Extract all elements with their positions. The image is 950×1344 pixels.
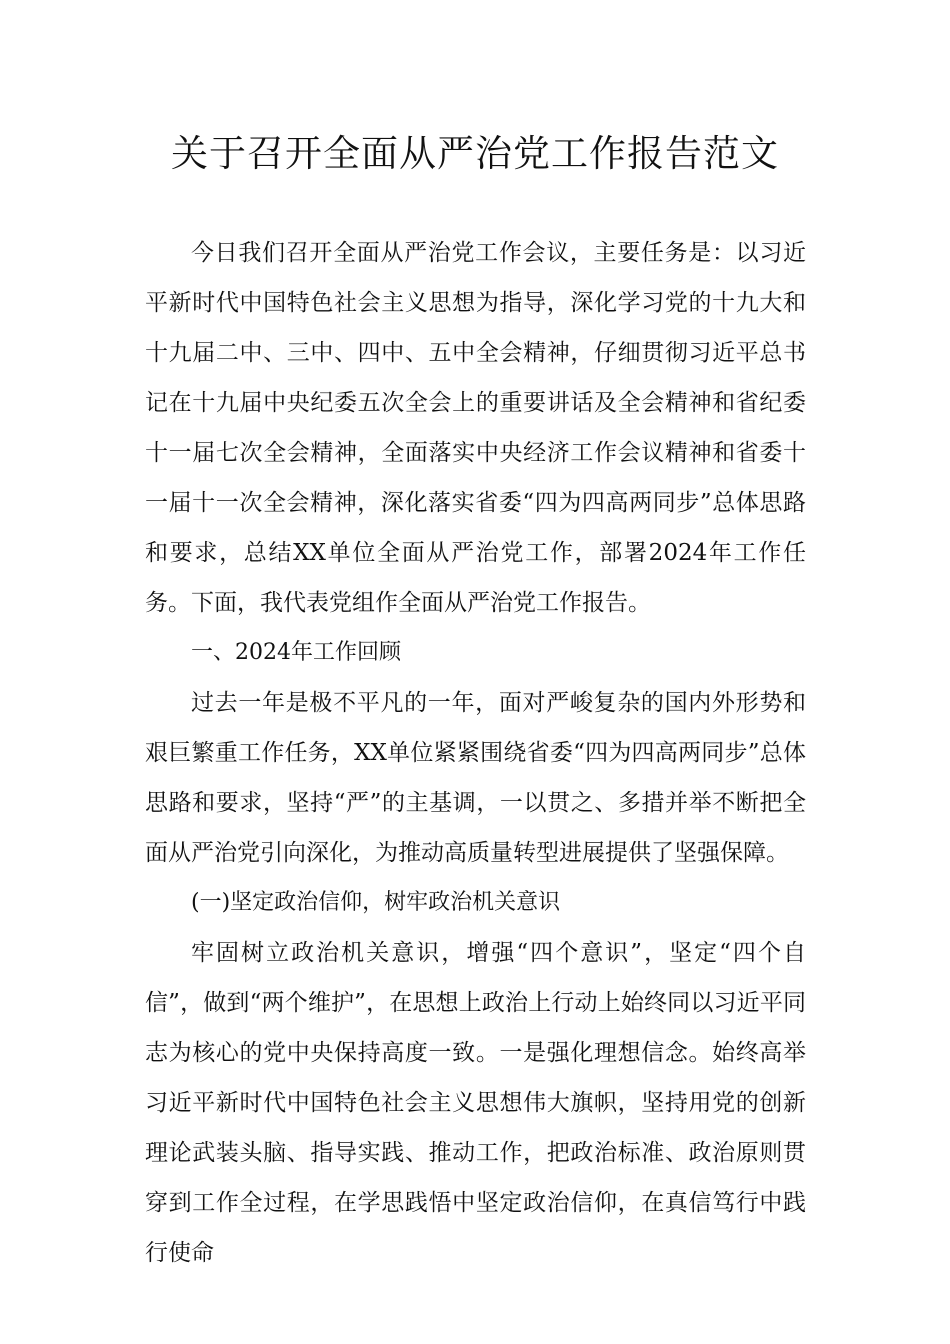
paragraph-political: 牢固树立政治机关意识，增强“四个意识”，坚定“四个自信”，做到“两个维护”，在思想上政治上行动上始终同以习近平同志为核心的党中央保持高度一致。一是强化理想信念。始终高举习近平新时代中国特色社会主义思想伟大旗帜，坚持用党的创新理论武装头脑、指导实践、推动工作，把政治标准、政治原则贯穿到工作全过程，在学思践悟中坚定政治信仰，在真信笃行中践行使命 [145,940,806,1266]
paragraph-review: 过去一年是极不平凡的一年，面对严峻复杂的国内外形势和艰巨繁重工作任务，XX单位紧紧围绕省委“四为四高两同步”总体思路和要求，坚持“严”的主基调，一以贯之、多措并举不断把全面从严治党引向深化，为推动高质量转型进展提供了坚强保障。 [145,690,806,866]
section-heading-review: 一、2024年工作回顾 [191,640,401,665]
paragraph-intro: 今日我们召开全面从严治党工作会议，主要任务是：以习近平新时代中国特色社会主义思想为指导，深化学习党的十九大和十九届二中、三中、四中、五中全会精神，仔细贯彻习近平总书记在十九届中央纪委五次全会上的重要讲话及全会精神和省纪委十一届七次全会精神，全面落实中央经济工作会议精神和省委十一届十一次全会精神，深化落实省委“四为四高两同步”总体思路和要求，总结XX单位全面从严治党工作，部署2024年工作任务。下面，我代表党组作全面从严治党工作报告。 [145,240,806,616]
document-body [145,228,806,1278]
subsection-heading-political: (一)坚定政治信仰，树牢政治机关意识 [191,890,561,915]
document-title: 关于召开全面从严治党工作报告范文 [171,132,779,175]
